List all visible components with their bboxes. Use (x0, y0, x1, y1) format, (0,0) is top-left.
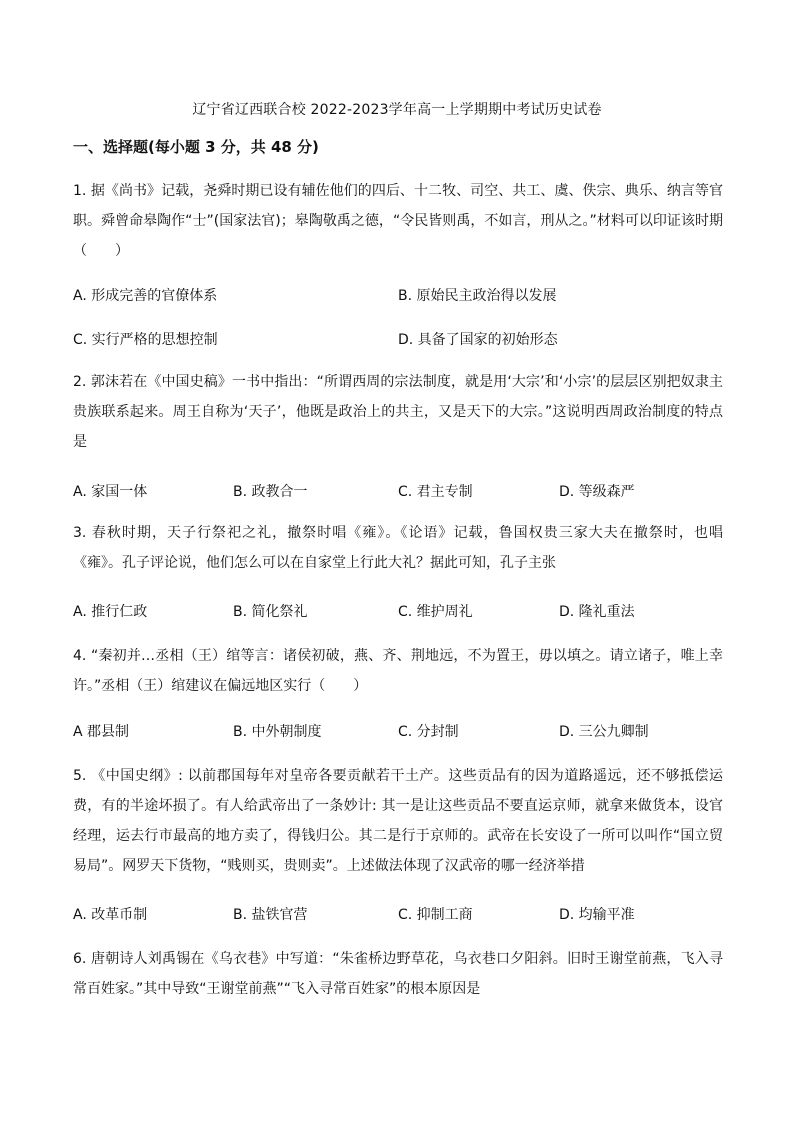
option-c: C. 君主专制 (398, 484, 473, 500)
option-b: B. 原始民主政治得以发展 (398, 288, 557, 304)
option-d: D. 等级森严 (559, 484, 635, 500)
option-c: C. 维护周礼 (398, 604, 473, 620)
question-1-options-row2 (73, 329, 723, 351)
option-a: A. 家国一体 (73, 484, 148, 500)
option-b: B. 简化祭礼 (233, 604, 308, 620)
option-d: D. 隆礼重法 (559, 604, 635, 620)
question-4-options (73, 721, 723, 743)
option-a: A. 推行仁政 (73, 604, 148, 620)
option-c: C. 抑制工商 (398, 907, 473, 923)
question-1-options (73, 285, 723, 307)
option-d: D. 具备了国家的初始形态 (398, 332, 558, 348)
option-b: B. 政教合一 (233, 484, 308, 500)
option-b: B. 中外朝制度 (233, 724, 322, 740)
option-d: D. 均输平准 (559, 907, 635, 923)
question-2-stem: 2. 郭沫若在《中国史稿》一书中指出：“所谓西周的宗法制度，就是用‘大宗’和‘小宗’的层层区别把奴隶主贵族联系起来。周王自称为‘天子’，他既是政治上的共主，又是天下的大宗。”这说明西周政治制度的特点是 (73, 374, 723, 450)
exam-title: 辽宁省辽西联合校 2022-2023学年高一上学期期中考试历史试卷 (192, 102, 602, 118)
question-1-stem: 1. 据《尚书》记载，尧舜时期已设有辅佐他们的四后、十二牧、司空、共工、虞、佚宗、典乐、纳言等官职。舜曾命皋陶作“士”(国家法官)；皋陶敬禹之德，“令民皆则禹，不如言，刑从之。”材料可以印证该时期（ ） (73, 183, 723, 259)
question-5-options (73, 904, 723, 926)
option-a: A 郡县制 (73, 724, 130, 740)
question-3-options (73, 601, 723, 623)
question-4-stem: 4. “秦初并…丞相（王）绾等言：诸侯初破，燕、齐、荆地远，不为置王，毋以填之。请立诸子，唯上幸许。”丞相（王）绾建议在偏远地区实行（ ） (73, 648, 723, 694)
question-6-stem: 6. 唐朝诗人刘禹锡在《乌衣巷》中写道：“朱雀桥边野草花，乌衣巷口夕阳斜。旧时王谢堂前燕，飞入寻常百姓家。”其中导致“王谢堂前燕”“飞入寻常百姓家”的根本原因是 (73, 951, 723, 997)
option-d: D. 三公九卿制 (559, 724, 649, 740)
option-c: C. 实行严格的思想控制 (73, 332, 218, 348)
option-a: A. 形成完善的官僚体系 (73, 288, 218, 304)
question-5-stem: 5. 《中国史纲》: 以前郡国每年对皇帝各要贡献若干土产。这些贡品有的因为道路遥远，还不够抵偿运费，有的半途坏损了。有人给武帝出了一条妙计: 其一是让这些贡品不要直运京师，就拿来做货本，设官经理，运去行市最高的地方卖了，得钱归公。其二是行于京师的。武帝在长安设了一所可以叫作“国立贸易局”。网罗天下货物，“贱则买，贵则卖”。上述做法体现了汉武帝的哪一经济举措 (73, 768, 723, 874)
question-2-options (73, 481, 723, 503)
option-c: C. 分封制 (398, 724, 459, 740)
section-heading: 一、选择题(每小题 3 分，共 48 分) (73, 138, 319, 156)
question-3-stem: 3. 春秋时期，天子行祭祀之礼，撤祭时唱《雍》。《论语》记载，鲁国权贵三家大夫在撤祭时，也唱《雍》。孔子评论说，他们怎么可以在自家堂上行此大礼？据此可知，孔子主张 (73, 525, 723, 571)
option-a: A. 改革币制 (73, 907, 148, 923)
option-b: B. 盐铁官营 (233, 907, 308, 923)
